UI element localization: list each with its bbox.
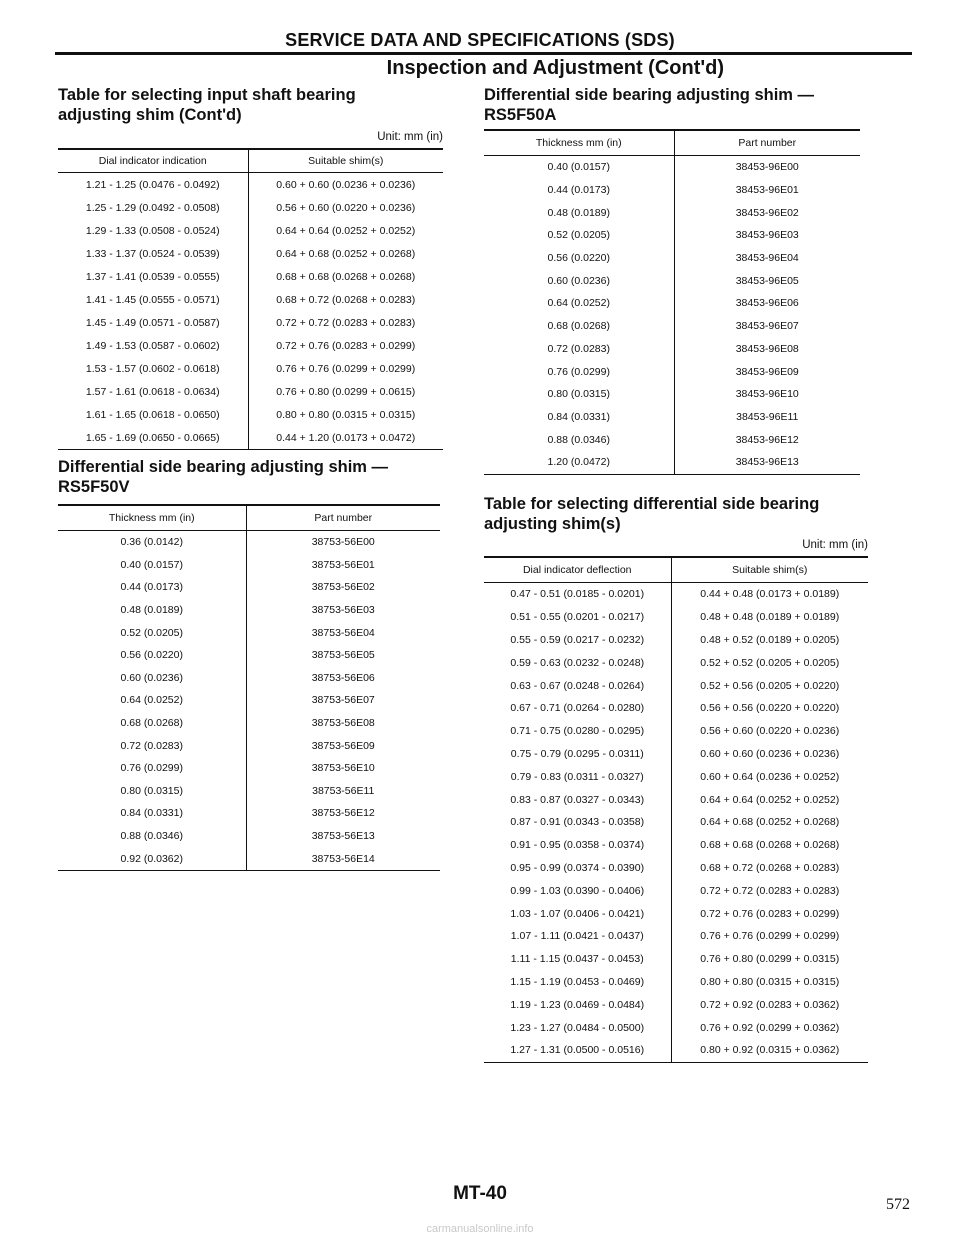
table-row <box>58 576 440 599</box>
column-header-thickness: Thickness mm (in) <box>58 505 246 531</box>
table-row <box>484 406 860 429</box>
table-cell-range: 1.19 - 1.23 (0.0469 - 0.0484) <box>484 993 671 1016</box>
table-cell-value: 0.72 + 0.76 (0.0283 + 0.0299) <box>276 339 416 352</box>
table-row <box>58 689 440 712</box>
table-cell-range: 0.84 (0.0331) <box>484 406 674 429</box>
table-cell-range: 0.63 - 0.67 (0.0248 - 0.0264) <box>484 674 671 697</box>
table-row <box>484 834 868 857</box>
table-cell-value: 38453-96E06 <box>735 297 799 310</box>
table-row <box>58 403 443 426</box>
table-header-row <box>484 557 868 583</box>
table-row <box>58 311 443 334</box>
table-cell-value: 0.48 + 0.48 (0.0189 + 0.0189) <box>700 611 840 624</box>
table-row <box>58 734 440 757</box>
table-row <box>484 629 868 652</box>
table-cell-range: 1.21 - 1.25 (0.0476 - 0.0492) <box>58 173 248 197</box>
table-cell-range: 0.52 (0.0205) <box>484 224 674 247</box>
table-row <box>484 1016 868 1039</box>
table-cell-value: 0.72 + 0.72 (0.0283 + 0.0283) <box>276 316 416 329</box>
table-cell-range: 0.48 (0.0189) <box>58 599 246 622</box>
diff-select-title-line1: Table for selecting differential side bearing <box>484 495 820 513</box>
table-row <box>58 265 443 288</box>
table-cell-value: 38453-96E08 <box>735 342 799 355</box>
rs5f50a-table-title <box>484 85 814 125</box>
table-row <box>484 451 860 474</box>
table-cell-range: 0.56 (0.0220) <box>58 644 246 667</box>
table-cell-range: 1.20 (0.0472) <box>484 451 674 474</box>
input-shaft-title-line2: adjusting shim (Cont'd) <box>58 106 242 124</box>
table-row <box>58 288 443 311</box>
table-header-row <box>58 149 443 173</box>
rs5f50v-title-line2: RS5F50V <box>58 478 130 496</box>
table-cell-value: 38753-56E04 <box>311 626 375 639</box>
rs5f50v-shim-table <box>58 504 440 871</box>
table-cell-range: 0.83 - 0.87 (0.0327 - 0.0343) <box>484 788 671 811</box>
table-row <box>484 583 868 606</box>
table-cell-value: 38453-96E13 <box>674 451 860 474</box>
table-cell-value: 0.68 + 0.72 (0.0268 + 0.0283) <box>276 293 416 306</box>
table-cell-value: 0.72 + 0.72 (0.0283 + 0.0283) <box>700 884 840 897</box>
table-row <box>58 644 440 667</box>
table-row <box>484 338 860 361</box>
table-cell-value: 38753-56E12 <box>311 807 375 820</box>
table-cell-value: 0.68 + 0.68 (0.0268 + 0.0268) <box>700 839 840 852</box>
table-cell-range: 0.68 (0.0268) <box>58 712 246 735</box>
table-cell-value: 0.68 + 0.72 (0.0268 + 0.0283) <box>700 861 840 874</box>
table-row <box>484 383 860 406</box>
table-row <box>484 879 868 902</box>
table-cell-range: 1.49 - 1.53 (0.0587 - 0.0602) <box>58 334 248 357</box>
table-cell-value: 38753-56E09 <box>311 739 375 752</box>
table-row <box>58 357 443 380</box>
rs5f50v-title-line1: Differential side bearing adjusting shim — <box>58 458 389 476</box>
table-cell-range: 1.15 - 1.19 (0.0453 - 0.0469) <box>484 971 671 994</box>
table-row <box>484 224 860 247</box>
table-row <box>484 674 868 697</box>
column-header-dial-deflection: Dial indicator deflection <box>484 557 671 583</box>
table-cell-range: 0.88 (0.0346) <box>58 825 246 848</box>
table-cell-value: 38753-56E03 <box>311 604 375 617</box>
table-row <box>484 765 868 788</box>
table-cell-range: 1.07 - 1.11 (0.0421 - 0.0437) <box>484 925 671 948</box>
table-row <box>484 651 868 674</box>
table-cell-range: 0.68 (0.0268) <box>484 315 674 338</box>
table-row <box>484 720 868 743</box>
page-header-title: SERVICE DATA AND SPECIFICATIONS (SDS) <box>285 30 675 50</box>
table-row <box>58 847 440 870</box>
table-cell-range: 0.92 (0.0362) <box>58 847 246 870</box>
table-cell-range: 1.27 - 1.31 (0.0500 - 0.0516) <box>484 1039 671 1062</box>
table-cell-value: 0.60 + 0.60 (0.0236 + 0.0236) <box>700 747 840 760</box>
table-cell-value: 0.64 + 0.64 (0.0252 + 0.0252) <box>700 793 840 806</box>
table-row <box>484 1039 868 1062</box>
table-cell-range: 0.56 (0.0220) <box>484 247 674 270</box>
table-cell-value: 0.72 + 0.92 (0.0283 + 0.0362) <box>700 998 840 1011</box>
table-row <box>58 334 443 357</box>
table-cell-value: 0.44 + 0.48 (0.0173 + 0.0189) <box>700 588 840 601</box>
table-cell-value: 38753-56E13 <box>311 830 375 843</box>
table-cell-value: 38453-96E03 <box>735 229 799 242</box>
table-row <box>58 531 440 554</box>
table-cell-range: 0.84 (0.0331) <box>58 802 246 825</box>
table-row <box>58 426 443 450</box>
table-row <box>58 780 440 803</box>
input-shaft-unit: Unit: mm (in) <box>377 131 443 143</box>
table-cell-range: 0.64 (0.0252) <box>484 292 674 315</box>
table-cell-range: 0.67 - 0.71 (0.0264 - 0.0280) <box>484 697 671 720</box>
table-row <box>58 219 443 242</box>
table-cell-range: 0.76 (0.0299) <box>58 757 246 780</box>
table-cell-value: 38753-56E01 <box>311 558 375 571</box>
table-row <box>484 269 860 292</box>
table-row <box>484 697 868 720</box>
table-cell-value: 0.60 + 0.64 (0.0236 + 0.0252) <box>700 770 840 783</box>
column-header-part-number: Part number <box>674 130 860 156</box>
table-cell-value: 0.56 + 0.60 (0.0220 + 0.0236) <box>276 201 416 214</box>
table-cell-value: 0.64 + 0.68 (0.0252 + 0.0268) <box>700 816 840 829</box>
table-cell-range: 0.80 (0.0315) <box>484 383 674 406</box>
table-cell-value: 38753-56E00 <box>311 536 375 549</box>
table-row <box>484 811 868 834</box>
table-cell-range: 0.51 - 0.55 (0.0201 - 0.0217) <box>484 606 671 629</box>
table-cell-value: 38453-96E01 <box>735 184 799 197</box>
table-row <box>484 971 868 994</box>
table-cell-value: 38753-56E11 <box>312 784 375 797</box>
table-cell-range: 0.60 (0.0236) <box>58 667 246 690</box>
table-row <box>484 292 860 315</box>
page-number: 572 <box>886 1196 910 1213</box>
table-cell-range: 1.45 - 1.49 (0.0571 - 0.0587) <box>58 311 248 334</box>
table-row <box>484 902 868 925</box>
table-cell-range: 0.40 (0.0157) <box>58 554 246 577</box>
table-row <box>484 201 860 224</box>
table-cell-range: 0.59 - 0.63 (0.0232 - 0.0248) <box>484 651 671 674</box>
table-cell-value: 0.72 + 0.76 (0.0283 + 0.0299) <box>700 907 840 920</box>
table-cell-value: 0.68 + 0.68 (0.0268 + 0.0268) <box>276 270 416 283</box>
column-header-dial-indicator: Dial indicator indication <box>58 149 248 173</box>
table-cell-value: 38453-96E11 <box>736 410 799 423</box>
table-cell-value: 0.60 + 0.60 (0.0236 + 0.0236) <box>276 178 416 191</box>
table-cell-value: 0.76 + 0.80 (0.0299 + 0.0315) <box>700 953 840 966</box>
table-cell-value: 38753-56E08 <box>311 717 375 730</box>
table-cell-range: 1.29 - 1.33 (0.0508 - 0.0524) <box>58 219 248 242</box>
table-cell-value: 0.52 + 0.52 (0.0205 + 0.0205) <box>700 656 840 669</box>
table-row <box>484 788 868 811</box>
table-row <box>484 360 860 383</box>
table-row <box>484 156 860 179</box>
table-cell-value: 38453-96E07 <box>735 320 799 333</box>
table-cell-range: 0.79 - 0.83 (0.0311 - 0.0327) <box>484 765 671 788</box>
table-cell-range: 0.91 - 0.95 (0.0358 - 0.0374) <box>484 834 671 857</box>
section-title: Inspection and Adjustment (Cont'd) <box>386 57 724 79</box>
table-cell-value: 0.76 + 0.92 (0.0299 + 0.0362) <box>700 1021 840 1034</box>
table-row <box>58 196 443 219</box>
table-cell-value: 38453-96E09 <box>735 365 799 378</box>
header-rule <box>55 52 912 55</box>
diff-select-unit: Unit: mm (in) <box>802 539 868 551</box>
table-cell-value: 38453-96E04 <box>735 252 799 265</box>
table-cell-range: 0.64 (0.0252) <box>58 689 246 712</box>
table-row <box>58 242 443 265</box>
rs5f50a-title-line2: RS5F50A <box>484 106 557 124</box>
table-cell-value: 38453-96E00 <box>735 161 799 174</box>
table-row <box>484 993 868 1016</box>
rs5f50v-table-title <box>58 457 388 497</box>
column-header-part-number: Part number <box>246 505 440 531</box>
table-cell-value: 38453-96E10 <box>735 388 799 401</box>
table-row <box>58 757 440 780</box>
table-cell-range: 1.03 - 1.07 (0.0406 - 0.0421) <box>484 902 671 925</box>
table-row <box>58 599 440 622</box>
table-cell-range: 1.25 - 1.29 (0.0492 - 0.0508) <box>58 196 248 219</box>
table-cell-value: 38753-56E07 <box>311 694 375 707</box>
table-cell-range: 0.80 (0.0315) <box>58 780 246 803</box>
page-label: MT-40 <box>453 1183 507 1204</box>
rs5f50a-title-line1: Differential side bearing adjusting shim — <box>484 86 815 104</box>
table-cell-range: 0.88 (0.0346) <box>484 428 674 451</box>
table-cell-range: 1.41 - 1.45 (0.0555 - 0.0571) <box>58 288 248 311</box>
table-row <box>484 179 860 202</box>
diff-select-table-title <box>484 494 819 534</box>
table-cell-range: 1.37 - 1.41 (0.0539 - 0.0555) <box>58 265 248 288</box>
table-row <box>58 802 440 825</box>
table-cell-range: 1.11 - 1.15 (0.0437 - 0.0453) <box>484 948 671 971</box>
table-cell-range: 0.87 - 0.91 (0.0343 - 0.0358) <box>484 811 671 834</box>
table-cell-range: 0.71 - 0.75 (0.0280 - 0.0295) <box>484 720 671 743</box>
table-header-row <box>58 505 440 531</box>
diff-select-shim-table <box>484 556 868 1063</box>
table-cell-range: 0.48 (0.0189) <box>484 201 674 224</box>
table-header-row <box>484 130 860 156</box>
rs5f50a-shim-table <box>484 129 860 475</box>
table-cell-value: 0.44 + 1.20 (0.0173 + 0.0472) <box>248 426 443 450</box>
table-cell-range: 0.76 (0.0299) <box>484 360 674 383</box>
table-row <box>58 712 440 735</box>
table-row <box>58 825 440 848</box>
table-cell-value: 38753-56E14 <box>246 847 440 870</box>
table-cell-range: 0.44 (0.0173) <box>58 576 246 599</box>
table-cell-range: 0.47 - 0.51 (0.0185 - 0.0201) <box>484 583 671 606</box>
table-cell-value: 0.64 + 0.68 (0.0252 + 0.0268) <box>276 247 416 260</box>
table-row <box>58 667 440 690</box>
table-row <box>484 948 868 971</box>
table-cell-value: 0.56 + 0.56 (0.0220 + 0.0220) <box>700 702 840 715</box>
table-cell-value: 0.52 + 0.56 (0.0205 + 0.0220) <box>700 679 840 692</box>
column-header-suitable-shims: Suitable shim(s) <box>248 149 443 173</box>
input-shaft-shim-table <box>58 148 443 450</box>
table-cell-value: 0.76 + 0.76 (0.0299 + 0.0299) <box>700 930 840 943</box>
table-row <box>484 857 868 880</box>
table-cell-range: 0.44 (0.0173) <box>484 179 674 202</box>
table-cell-range: 1.65 - 1.69 (0.0650 - 0.0665) <box>58 426 248 450</box>
table-cell-value: 38453-96E05 <box>735 274 799 287</box>
table-cell-range: 1.33 - 1.37 (0.0524 - 0.0539) <box>58 242 248 265</box>
table-row <box>58 173 443 197</box>
table-row <box>484 247 860 270</box>
table-cell-value: 0.80 + 0.80 (0.0315 + 0.0315) <box>276 408 416 421</box>
table-row <box>58 380 443 403</box>
table-cell-value: 0.48 + 0.52 (0.0189 + 0.0205) <box>700 633 840 646</box>
table-cell-value: 38753-56E10 <box>311 762 375 775</box>
table-cell-value: 0.80 + 0.80 (0.0315 + 0.0315) <box>700 975 840 988</box>
table-row <box>484 743 868 766</box>
column-header-thickness: Thickness mm (in) <box>484 130 674 156</box>
table-cell-range: 0.75 - 0.79 (0.0295 - 0.0311) <box>484 743 671 766</box>
table-cell-value: 38753-56E05 <box>311 649 375 662</box>
table-cell-range: 1.61 - 1.65 (0.0618 - 0.0650) <box>58 403 248 426</box>
table-cell-value: 38753-56E02 <box>311 581 375 594</box>
table-row <box>58 621 440 644</box>
table-row <box>484 428 860 451</box>
table-row <box>58 554 440 577</box>
table-row <box>484 606 868 629</box>
table-cell-value: 0.76 + 0.76 (0.0299 + 0.0299) <box>276 362 416 375</box>
input-shaft-title-line1: Table for selecting input shaft bearing <box>58 86 356 104</box>
input-shaft-table-title <box>58 85 356 125</box>
table-cell-range: 0.99 - 1.03 (0.0390 - 0.0406) <box>484 879 671 902</box>
table-cell-range: 0.72 (0.0283) <box>484 338 674 361</box>
watermark: carmanualsonline.info <box>426 1223 534 1235</box>
table-cell-value: 38453-96E02 <box>735 206 799 219</box>
column-header-suitable-shims: Suitable shim(s) <box>671 557 868 583</box>
table-cell-value: 38453-96E12 <box>735 433 799 446</box>
table-cell-range: 0.40 (0.0157) <box>484 156 674 179</box>
table-cell-range: 0.36 (0.0142) <box>58 531 246 554</box>
table-cell-range: 0.60 (0.0236) <box>484 269 674 292</box>
table-cell-range: 0.72 (0.0283) <box>58 734 246 757</box>
table-cell-range: 1.23 - 1.27 (0.0484 - 0.0500) <box>484 1016 671 1039</box>
table-cell-range: 1.57 - 1.61 (0.0618 - 0.0634) <box>58 380 248 403</box>
table-cell-value: 0.76 + 0.80 (0.0299 + 0.0615) <box>276 385 416 398</box>
diff-select-title-line2: adjusting shim(s) <box>484 515 621 533</box>
table-cell-value: 0.64 + 0.64 (0.0252 + 0.0252) <box>276 224 416 237</box>
table-cell-value: 0.80 + 0.92 (0.0315 + 0.0362) <box>671 1039 868 1062</box>
table-cell-range: 0.95 - 0.99 (0.0374 - 0.0390) <box>484 857 671 880</box>
table-row <box>484 925 868 948</box>
table-row <box>484 315 860 338</box>
table-cell-value: 0.56 + 0.60 (0.0220 + 0.0236) <box>700 725 840 738</box>
table-cell-range: 0.55 - 0.59 (0.0217 - 0.0232) <box>484 629 671 652</box>
table-cell-value: 38753-56E06 <box>311 671 375 684</box>
table-cell-range: 0.52 (0.0205) <box>58 621 246 644</box>
table-cell-range: 1.53 - 1.57 (0.0602 - 0.0618) <box>58 357 248 380</box>
